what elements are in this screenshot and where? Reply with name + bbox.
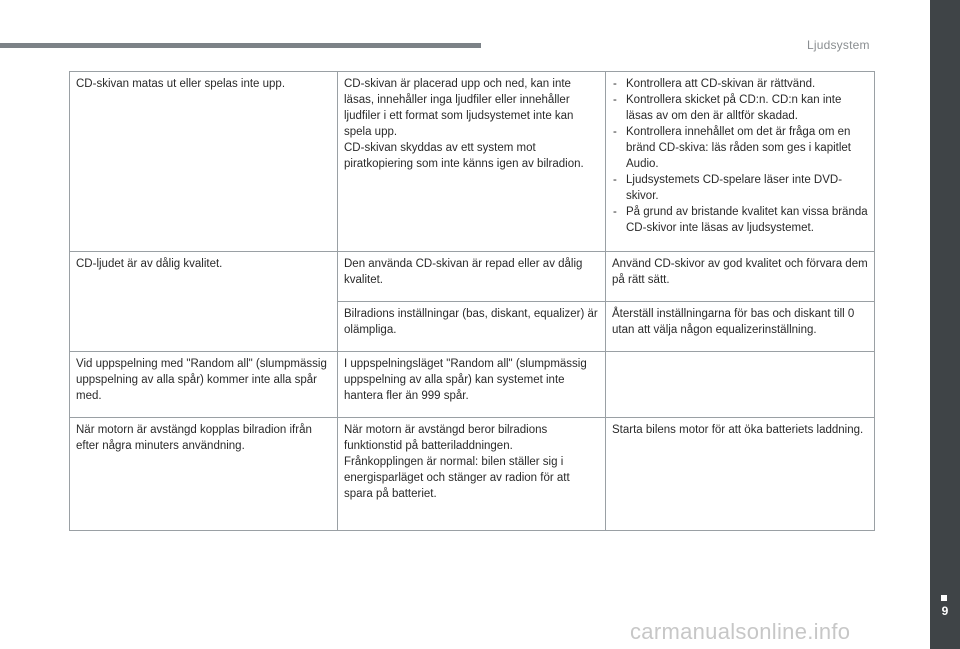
problem-cell: Vid uppspelning med "Random all" (slumpmässig uppspelning av alla spår) kommer inte alla spår med. <box>70 352 338 418</box>
cause-cell: Den använda CD-skivan är repad eller av dålig kvalitet. <box>338 252 606 302</box>
problem-cell: När motorn är avstängd kopplas bilradion ifrån efter några minuters användning. <box>70 418 338 531</box>
cause-cell: När motorn är avstängd beror bilradions funktionstid på batteriladdningen. Frånkopplingen är normal: bilen ställer sig i energisparläget och stänger av radion för att spara på batteriet. <box>338 418 606 531</box>
solution-cell: Återställ inställningarna för bas och diskant till 0 utan att välja någon equalizerinställning. <box>606 302 875 352</box>
table-row <box>70 72 875 252</box>
page-number: 9 <box>941 604 949 618</box>
troubleshooting-table <box>69 71 875 531</box>
list-item: - Kontrollera skicket på CD:n. CD:n kan inte läsas av om den är alltför skadad. <box>612 92 868 124</box>
watermark: carmanualsonline.info <box>630 619 851 644</box>
solution-cell <box>606 72 875 252</box>
table-row <box>70 352 875 418</box>
side-strip <box>930 0 960 649</box>
solution-cell: Använd CD-skivor av god kvalitet och förvara dem på rätt sätt. <box>606 252 875 302</box>
list-item: - På grund av bristande kvalitet kan vissa brända CD-skivor inte läsas av ljudsystemet. <box>612 204 868 236</box>
section-title: Ljudsystem <box>807 38 870 52</box>
table-row <box>70 252 875 302</box>
problem-cell: CD-skivan matas ut eller spelas inte upp. <box>70 72 338 252</box>
solution-cell: Starta bilens motor för att öka batteriets laddning. <box>606 418 875 531</box>
list-item: - Kontrollera att CD-skivan är rättvänd. <box>612 76 868 92</box>
cause-cell: Bilradions inställningar (bas, diskant, equalizer) är olämpliga. <box>338 302 606 352</box>
cause-cell: I uppspelningsläget "Random all" (slumpmässig uppspelning av alla spår) kan systemet inte hantera fler än 999 spår. <box>338 352 606 418</box>
problem-cell: CD-ljudet är av dålig kvalitet. <box>70 252 338 352</box>
solution-cell <box>606 352 875 418</box>
header-accent-bar <box>0 43 481 48</box>
solution-list <box>612 76 868 236</box>
page-marker-icon <box>941 595 947 601</box>
list-item: - Kontrollera innehållet om det är fråga om en bränd CD-skiva: läs råden som ges i kapitlet Audio. <box>612 124 868 172</box>
list-item: - Ljudsystemets CD-spelare läser inte DVD-skivor. <box>612 172 868 204</box>
table-row <box>70 418 875 531</box>
cause-cell: CD-skivan är placerad upp och ned, kan inte läsas, innehåller inga ljudfiler eller innehåller ljudfiler i ett format som ljudsystemet inte kan spela upp. CD-skivan skyddas av ett system mot piratkopiering som inte känns igen av bilradion. <box>338 72 606 252</box>
